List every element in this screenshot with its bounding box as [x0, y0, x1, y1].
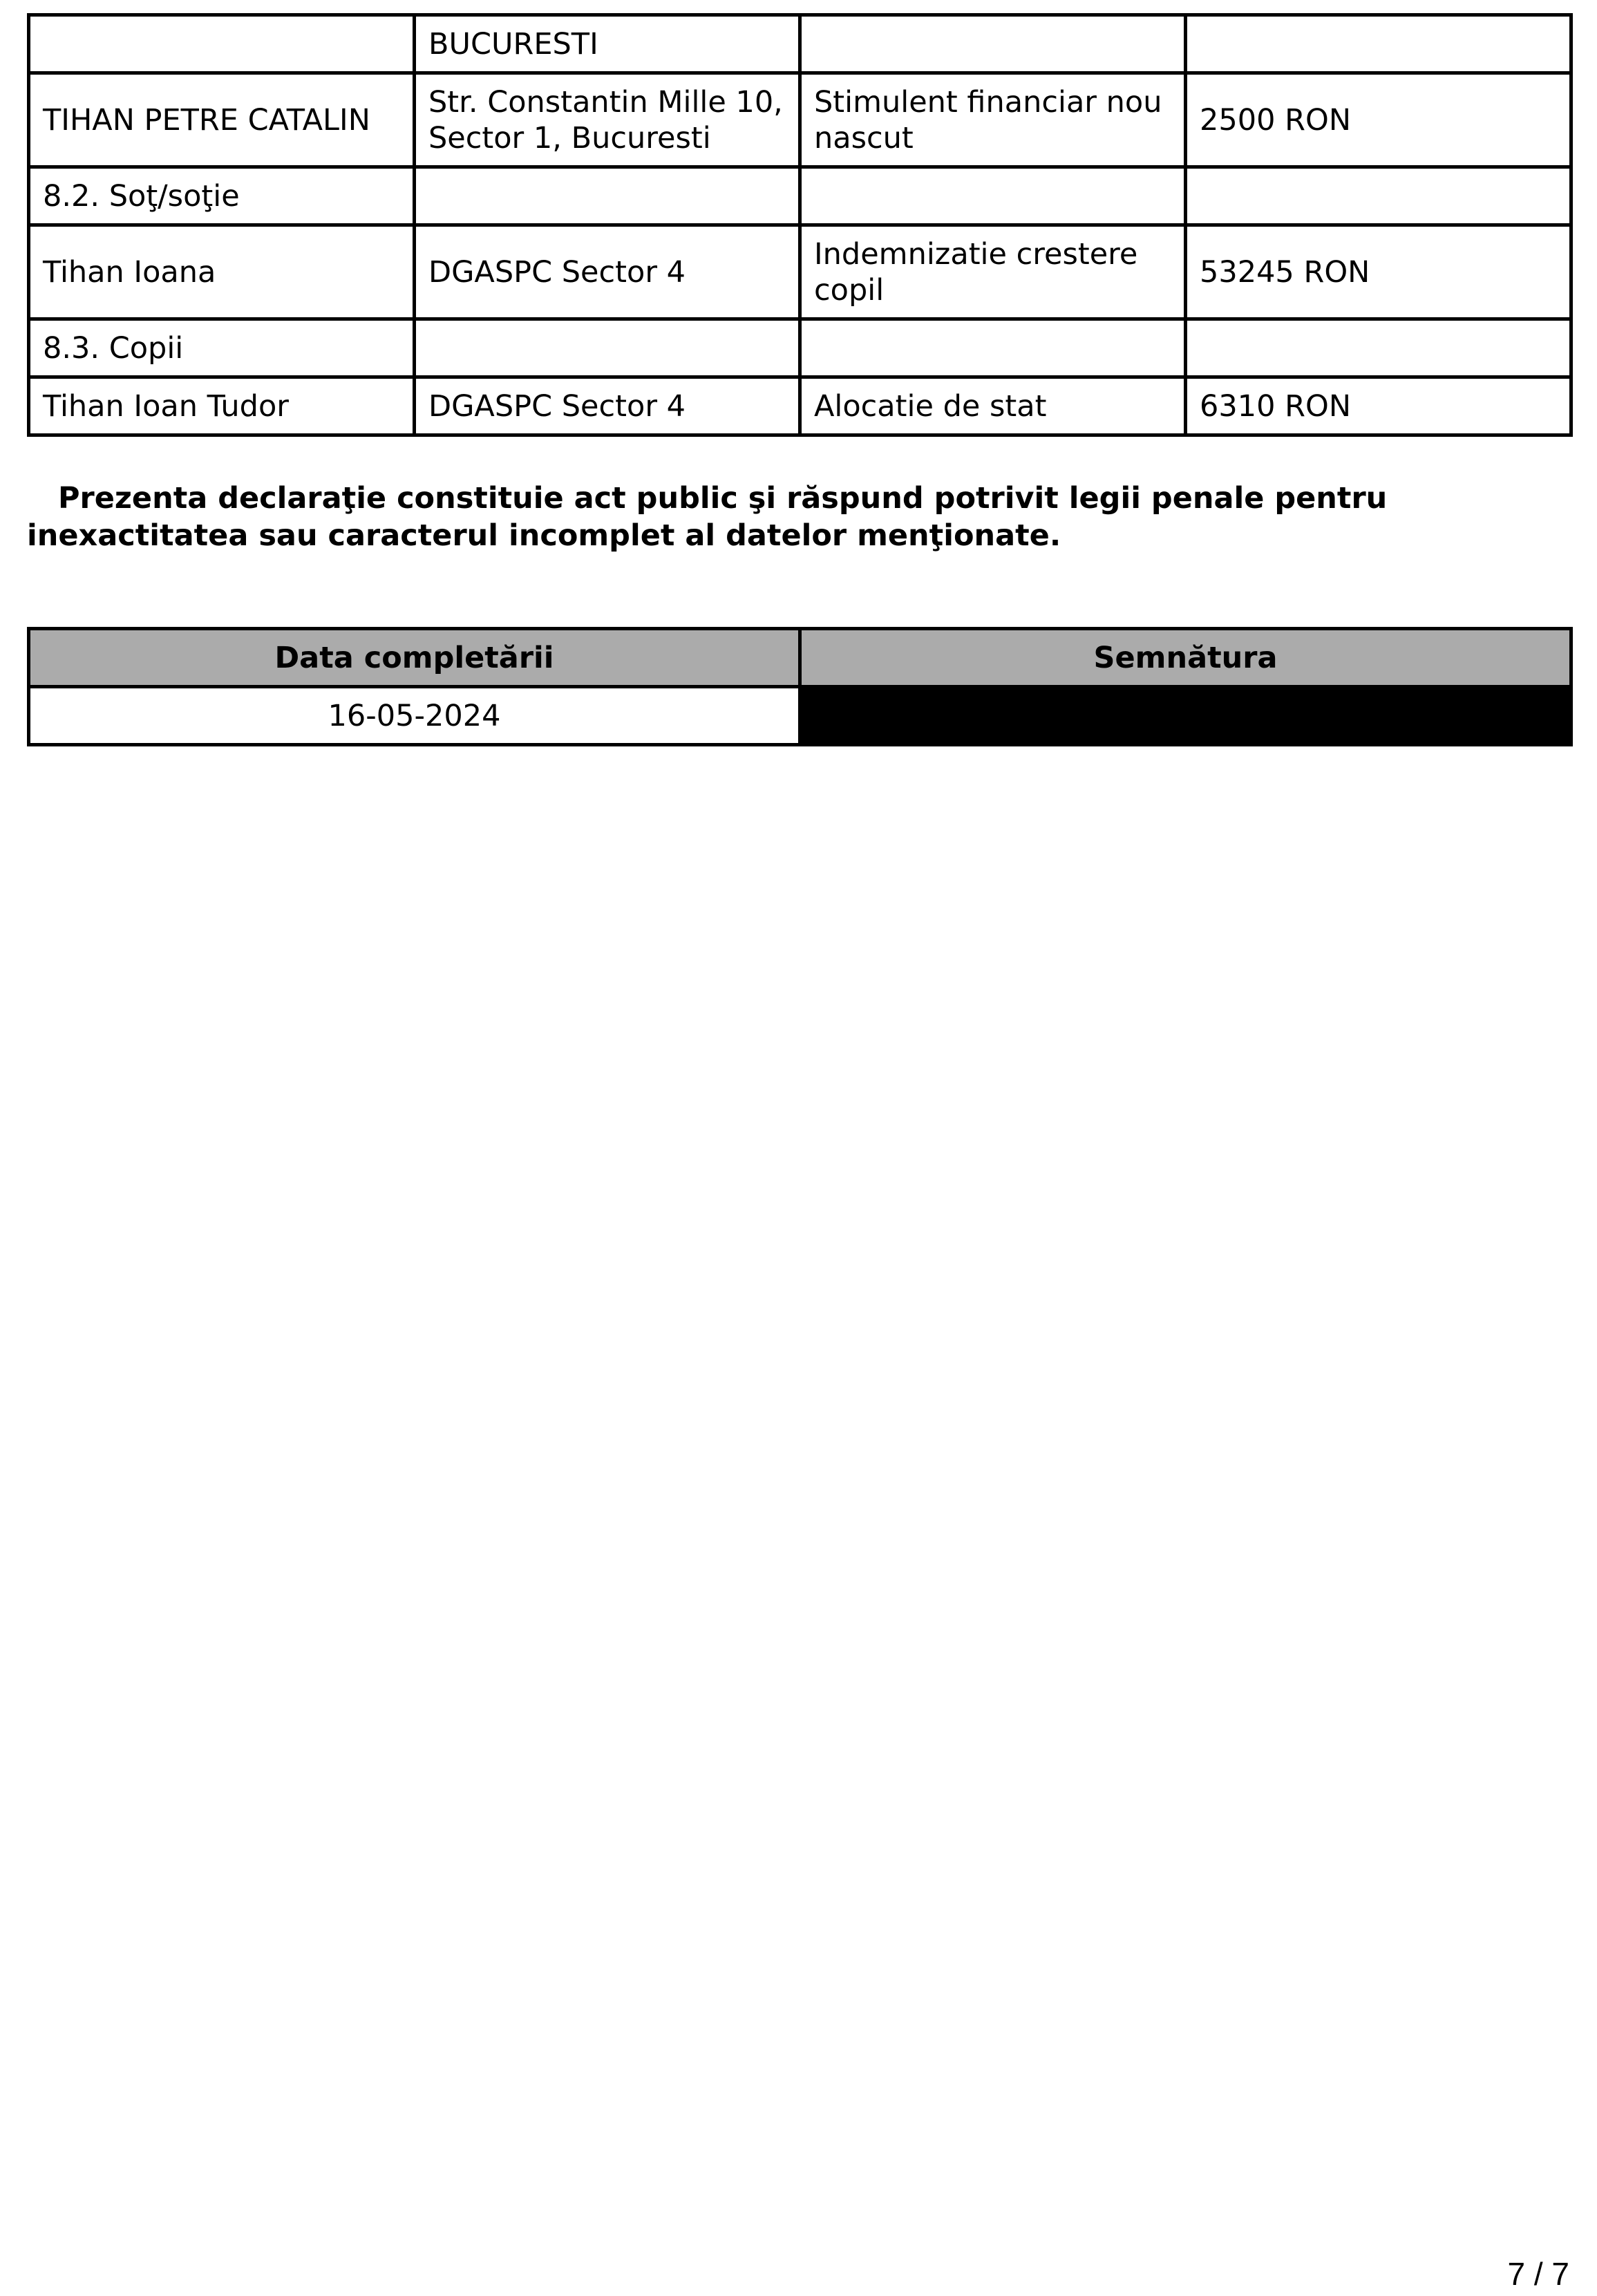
signature-table: [27, 627, 1573, 746]
table-row: [29, 167, 1571, 225]
table-cell: [800, 15, 1186, 73]
table-cell: DGASPC Sector 4: [415, 225, 800, 319]
table-cell: 2500 RON: [1186, 73, 1571, 167]
table-cell: [415, 167, 800, 225]
table-cell: [800, 167, 1186, 225]
table-cell: 53245 RON: [1186, 225, 1571, 319]
table-cell: BUCURESTI: [415, 15, 800, 73]
table-cell: Tihan Ioan Tudor: [29, 377, 415, 435]
table-cell: [800, 319, 1186, 377]
table-row: [29, 225, 1571, 319]
page-number: 7 / 7: [1507, 2256, 1569, 2292]
table-row: [29, 73, 1571, 167]
table-cell: Str. Constantin Mille 10, Sector 1, Bucuresti: [415, 73, 800, 167]
signature-table-row: [29, 687, 1571, 745]
table-cell: Indemnizatie crestere copil: [800, 225, 1186, 319]
table-cell: [29, 15, 415, 73]
table-cell: [1186, 167, 1571, 225]
signature-redacted: [800, 687, 1571, 745]
table-row: [29, 15, 1571, 73]
signature-header: Semnătura: [800, 629, 1571, 687]
table-cell: [415, 319, 800, 377]
section-heading-cell: 8.3. Copii: [29, 319, 415, 377]
table-cell: Stimulent financiar nou nascut: [800, 73, 1186, 167]
table-cell: [1186, 15, 1571, 73]
table-cell: TIHAN PETRE CATALIN: [29, 73, 415, 167]
signature-table-header: [29, 629, 1571, 687]
table-cell: DGASPC Sector 4: [415, 377, 800, 435]
table-row: [29, 377, 1571, 435]
section-heading-cell: 8.2. Soţ/soţie: [29, 167, 415, 225]
income-table: [27, 13, 1573, 437]
table-cell: Tihan Ioana: [29, 225, 415, 319]
table-row: [29, 319, 1571, 377]
table-cell: [1186, 319, 1571, 377]
table-cell: Alocatie de stat: [800, 377, 1186, 435]
completion-date: 16-05-2024: [29, 687, 800, 745]
date-header: Data completării: [29, 629, 800, 687]
declaration-statement: Prezenta declaraţie constituie act public şi răspund potrivit legii penale pentru inexactitatea sau caracterul incomplet al datelor menţionate.: [27, 481, 1388, 553]
table-cell: 6310 RON: [1186, 377, 1571, 435]
